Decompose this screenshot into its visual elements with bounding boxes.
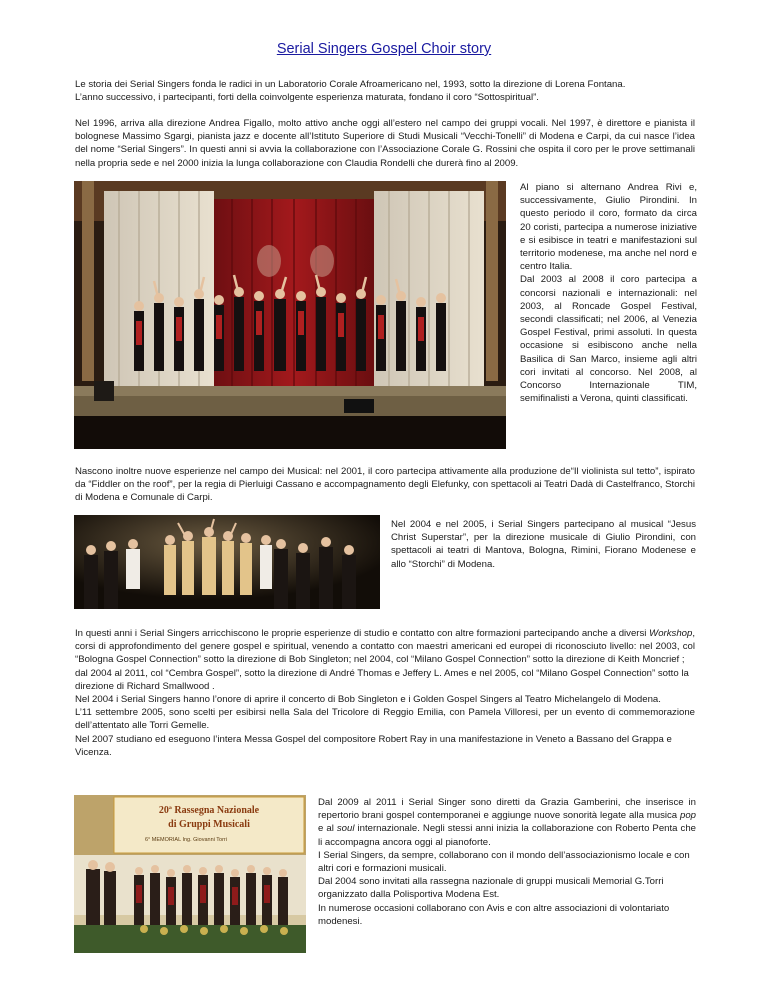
paragraph-jesus-christ-superstar: Nel 2004 e nel 2005, i Serial Singers partecipano al musical “Jesus Christ Superstar”, per la direzione musicale di Giulio Pirondini, con spettacoli ai teatri di Mantova, Bologna, Rimini, Fiorano Modenese e allo “Storchi” di Modena.: [391, 519, 696, 570]
paragraph-piano: Al piano si alternano Andrea Rivi e, successivamente, Giulio Pirondini. In questo periodo il coro, formato da circa 20 coristi, partecipa a numerose iniziative e si esibisce in teatri e manifestazioni sul territorio modenese, ma anche nel nord e centro Italia.: [520, 182, 697, 273]
paragraph-singleton-concert: Nel 2004 i Serial Singers hanno l’onore di aprire il concerto di Bob Singleton e i Golden Gospel Singers al Teatro Michelangelo di Modena.: [75, 694, 661, 706]
pop-italic: pop: [679, 810, 696, 822]
paragraph-1996: Nel 1996, arriva alla direzione Andrea Figallo, molto attivo anche oggi all’estero nel campo dei gruppi vocali. Nel 1997, è direttore e pianista il bolognese Massimo Sgargi, pianista jazz e docente all’Istituto Superiore di Studi Musicali “Vecchi-Tonelli” di Modena e Carpi, da cui nasce l’idea del nome “Serial Singers”. In questi anni si avvia la collaborazione con l’Associazione Corale G. Rossini che ospita il coro per le prove settimanali nella propria sede e nel 2000 inizia la lunga collaborazione con Claudia Rondelli che durerà fino al 2009.: [75, 118, 695, 169]
gamberini-text-mid: e al: [318, 823, 337, 835]
paragraph-gamberini: [318, 796, 696, 849]
paragraph-origins-line-2: L’anno successivo, i partecipanti, forti della coinvolgente esperienza maturata, fondano il coro “Sottospiritual”.: [75, 92, 539, 104]
memorial-torri-photo: [74, 795, 306, 953]
paragraph-associations: I Serial Singers, da sempre, collaborano con il mondo dell’associazionismo locale e con altri cori e formazioni musicali.: [318, 849, 690, 875]
banner-line-3: 6° MEMORIAL Ing. Giovanni Torri: [145, 837, 227, 843]
paragraph-workshops: [75, 627, 695, 667]
memorial-choir-illustration: [74, 795, 306, 953]
paragraph-origins-line-1: Le storia dei Serial Singers fonda le radici in un Laboratorio Corale Afroamericano nel, 1993, sotto la direzione di Lorena Fontana.: [75, 79, 626, 90]
workshops-text-pre: In questi anni i Serial Singers arricchiscono le proprie esperienze di studio e contatto con altre formazioni partecipando anche a diversi: [75, 628, 650, 639]
closing-text-block: [318, 796, 696, 928]
page-title: Serial Singers Gospel Choir story: [276, 41, 492, 57]
paragraph-competitions: Dal 2003 al 2008 il coro partecipa a concorsi nazionali e internazionali: nel 2003, al Roncade Gospel Festival, secondi classificati; nel 2006, al Venezia Gospel Festival, primi assoluti. In questa occasione si esibiscono anche nella Basilica di San Marco, insieme agli altri cori invitati al concorso. Nel 2008, al Concorso Internazionale TIM, semifinalisti a Verona, quinti classificati.: [520, 274, 697, 405]
gamberini-text-post: internazionale. Negli stessi anni inizia la collaborazione con Roberto Penta che li accompagna ancora oggi al pianoforte.: [318, 823, 696, 848]
paragraph-gospel-mass: Nel 2007 studiano ed eseguono l’intera Messa Gospel del compositore Robert Ray in una manifestazione in Veneto a Bassano del Grappa e Vicenza.: [75, 733, 672, 758]
paragraph-twin-towers: L’11 settembre 2005, sono scelti per esibirsi nella Sala del Tricolore di Reggio Emilia, con Pamela Villoresi, per un evento di commemorazione dell’attentato alle Torri Gemelle.: [75, 707, 695, 732]
paragraph-cembra: dal 2004 al 2011, col “Cembra Gospel”, sotto la direzione di André Thomas e Jeffery L. Ames e nel 2005, col “Milano Gospel Connection” sotto la direzione di Richard Smallwood .: [75, 667, 689, 692]
banner-line-1: 20ª Rassegna Nazionale: [158, 805, 260, 816]
gamberini-text-pre: Dal 2009 al 2011 i Serial Singer sono diretti da Grazia Gamberini, che inserisce in repertorio brani gospel contemporanei e aggiunge nuove sonorità legate alla musica: [318, 797, 696, 822]
main-text-block: [75, 627, 695, 759]
paragraph-origins: [75, 78, 715, 104]
musical-cast-illustration: [74, 515, 380, 609]
choir-theatre-illustration: [74, 181, 506, 449]
soul-italic: soul: [336, 823, 355, 835]
choir-theatre-photo: [74, 181, 506, 449]
workshops-text-post: , corsi di approfondimento del genere gospel e spiritual, venendo a contatto con maestri americani ed europei di riconosciuto livello: nel 2003, col “Bologna Gospel Connection” sotto la direzione di Bob Singleton; nel 2004, col “Milano Gospel Connection” sotto la direzione di Keith Moncrief ;: [75, 628, 695, 666]
paragraph-avis: In numerose occasioni collaborano con Avis e con altre associazioni di volontariato modenesi.: [318, 902, 670, 927]
workshops-italic: Workshop: [649, 628, 693, 639]
paragraph-memorial: Dal 2004 sono invitati alla rassegna nazionale di gruppi musicali Memorial G.Torri organizzato dalla Polisportiva Modena Est.: [318, 876, 664, 901]
sidebar-text-block: [520, 181, 697, 405]
banner-line-2: di Gruppi Musicali: [168, 819, 250, 830]
paragraph-musicals: Nascono inoltre nuove esperienze nel campo dei Musical: nel 2001, il coro partecipa attivamente alla produzione de“Il violinista sul tetto”, ispirato da “Fiddler on the roof”, per la regia di Pierluigi Cassano e accompagnamento degli Elefunky, con spettacoli ai Teatri Dadà di Castelfranco, Storchi di Modena e Comunale di Carpi.: [75, 466, 695, 504]
jesus-christ-superstar-photo: [74, 515, 380, 609]
